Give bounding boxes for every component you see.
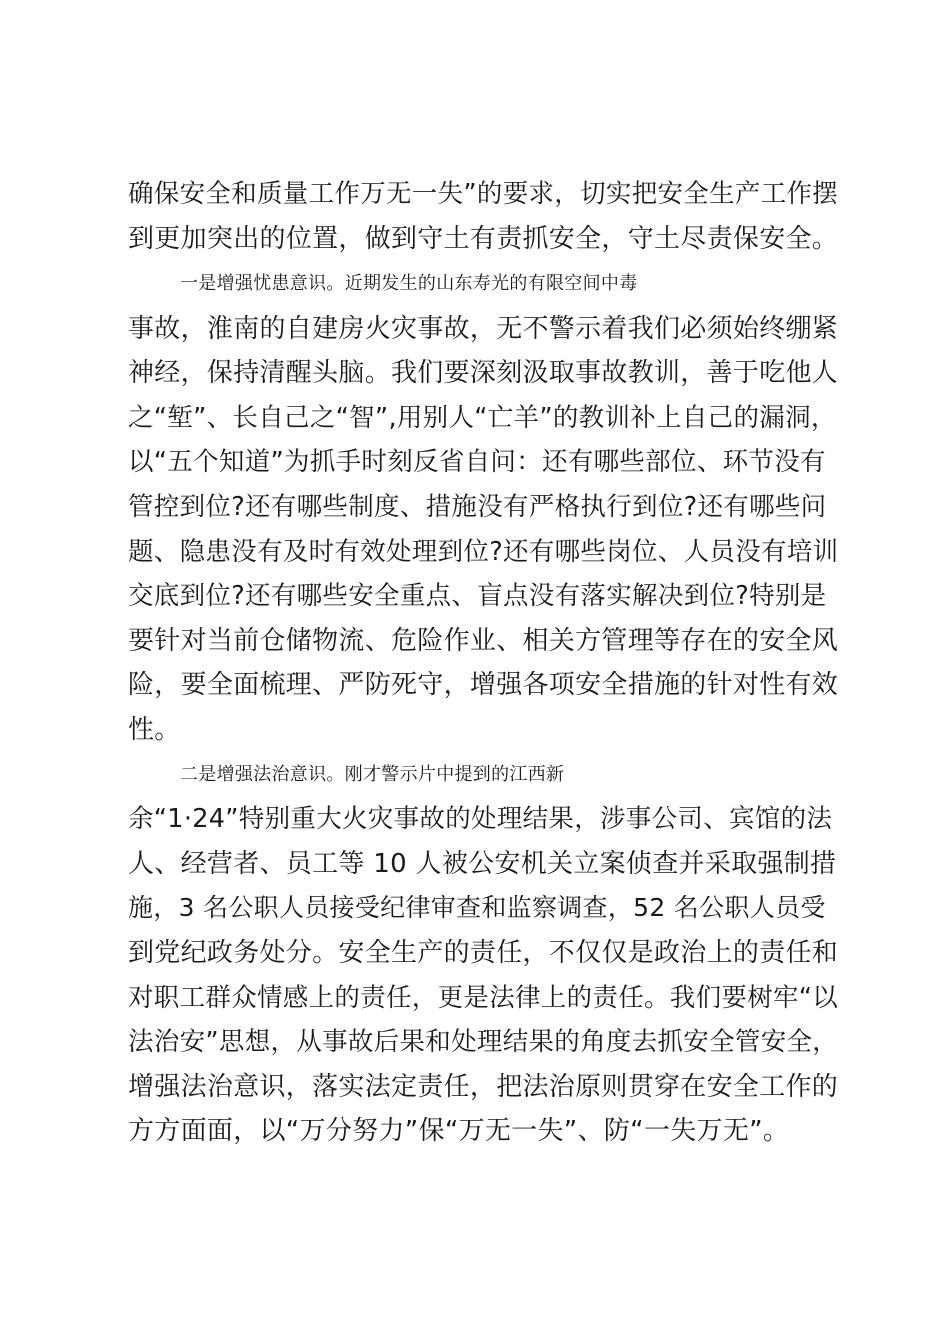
paragraph-start-line: 一是增强忧患意识。近期发生的山东寿光的有限空间中毒 <box>180 273 638 294</box>
text-line: 事故，淮南的自建房火灾事故，无不警示着我们必须始终绷紧 <box>128 314 839 344</box>
text-line: 交底到位?还有哪些安全重点、盲点没有落实解决到位?特别是 <box>128 581 827 611</box>
text-line: 方方面面，以“万分努力”保“万无一失”、防“一失万无”。 <box>128 1116 790 1146</box>
text-line: 人、经营者、员工等 10 人被公安机关立案侦查并采取强制措 <box>128 849 837 879</box>
text-line: 到更加突出的位置，做到守土有责抓安全，守土尽责保安全。 <box>128 224 839 254</box>
text-line: 以“五个知道”为抓手时刻反省自问：还有哪些部位、环节没有 <box>128 447 826 477</box>
text-line: 对职工群众情感上的责任，更是法律上的责任。我们要树牢“以 <box>128 983 839 1013</box>
text-line: 管控到位?还有哪些制度、措施没有严格执行到位?还有哪些问 <box>128 492 827 522</box>
paragraph-start-line: 二是增强法治意识。刚才警示片中提到的江西新 <box>180 764 565 785</box>
text-line: 性。 <box>128 715 181 745</box>
text-line: 施，3 名公职人员接受纪律审查和监察调查，52 名公职人员受 <box>128 893 826 922</box>
text-line: 确保安全和质量工作万无一失”的要求，切实把安全生产工作摆 <box>128 179 839 209</box>
text-line: 题、隐患没有及时有效处理到位?还有哪些岗位、人员没有培训 <box>128 537 839 567</box>
text-line: 到党纪政务处分。安全生产的责任，不仅仅是政治上的责任和 <box>128 938 839 968</box>
text-line: 之“堑”、长自己之“智”,用别人“亡羊”的教训补上自己的漏洞， <box>128 403 837 433</box>
text-line: 余“1·24”特别重大火灾事故的处理结果，涉事公司、宾馆的法 <box>128 804 833 834</box>
text-line: 要针对当前仓储物流、危险作业、相关方管理等存在的安全风 <box>128 626 839 656</box>
text-line: 险，要全面梳理、严防死守，增强各项安全措施的针对性有效 <box>128 670 839 700</box>
text-line: 增强法治意识，落实法定责任，把法治原则贯穿在安全工作的 <box>128 1072 839 1102</box>
text-line: 法治安”思想，从事故后果和处理结果的角度去抓安全管安全， <box>128 1027 839 1057</box>
text-line: 神经，保持清醒头脑。我们要深刻汲取事故教训，善于吃他人 <box>128 358 839 388</box>
